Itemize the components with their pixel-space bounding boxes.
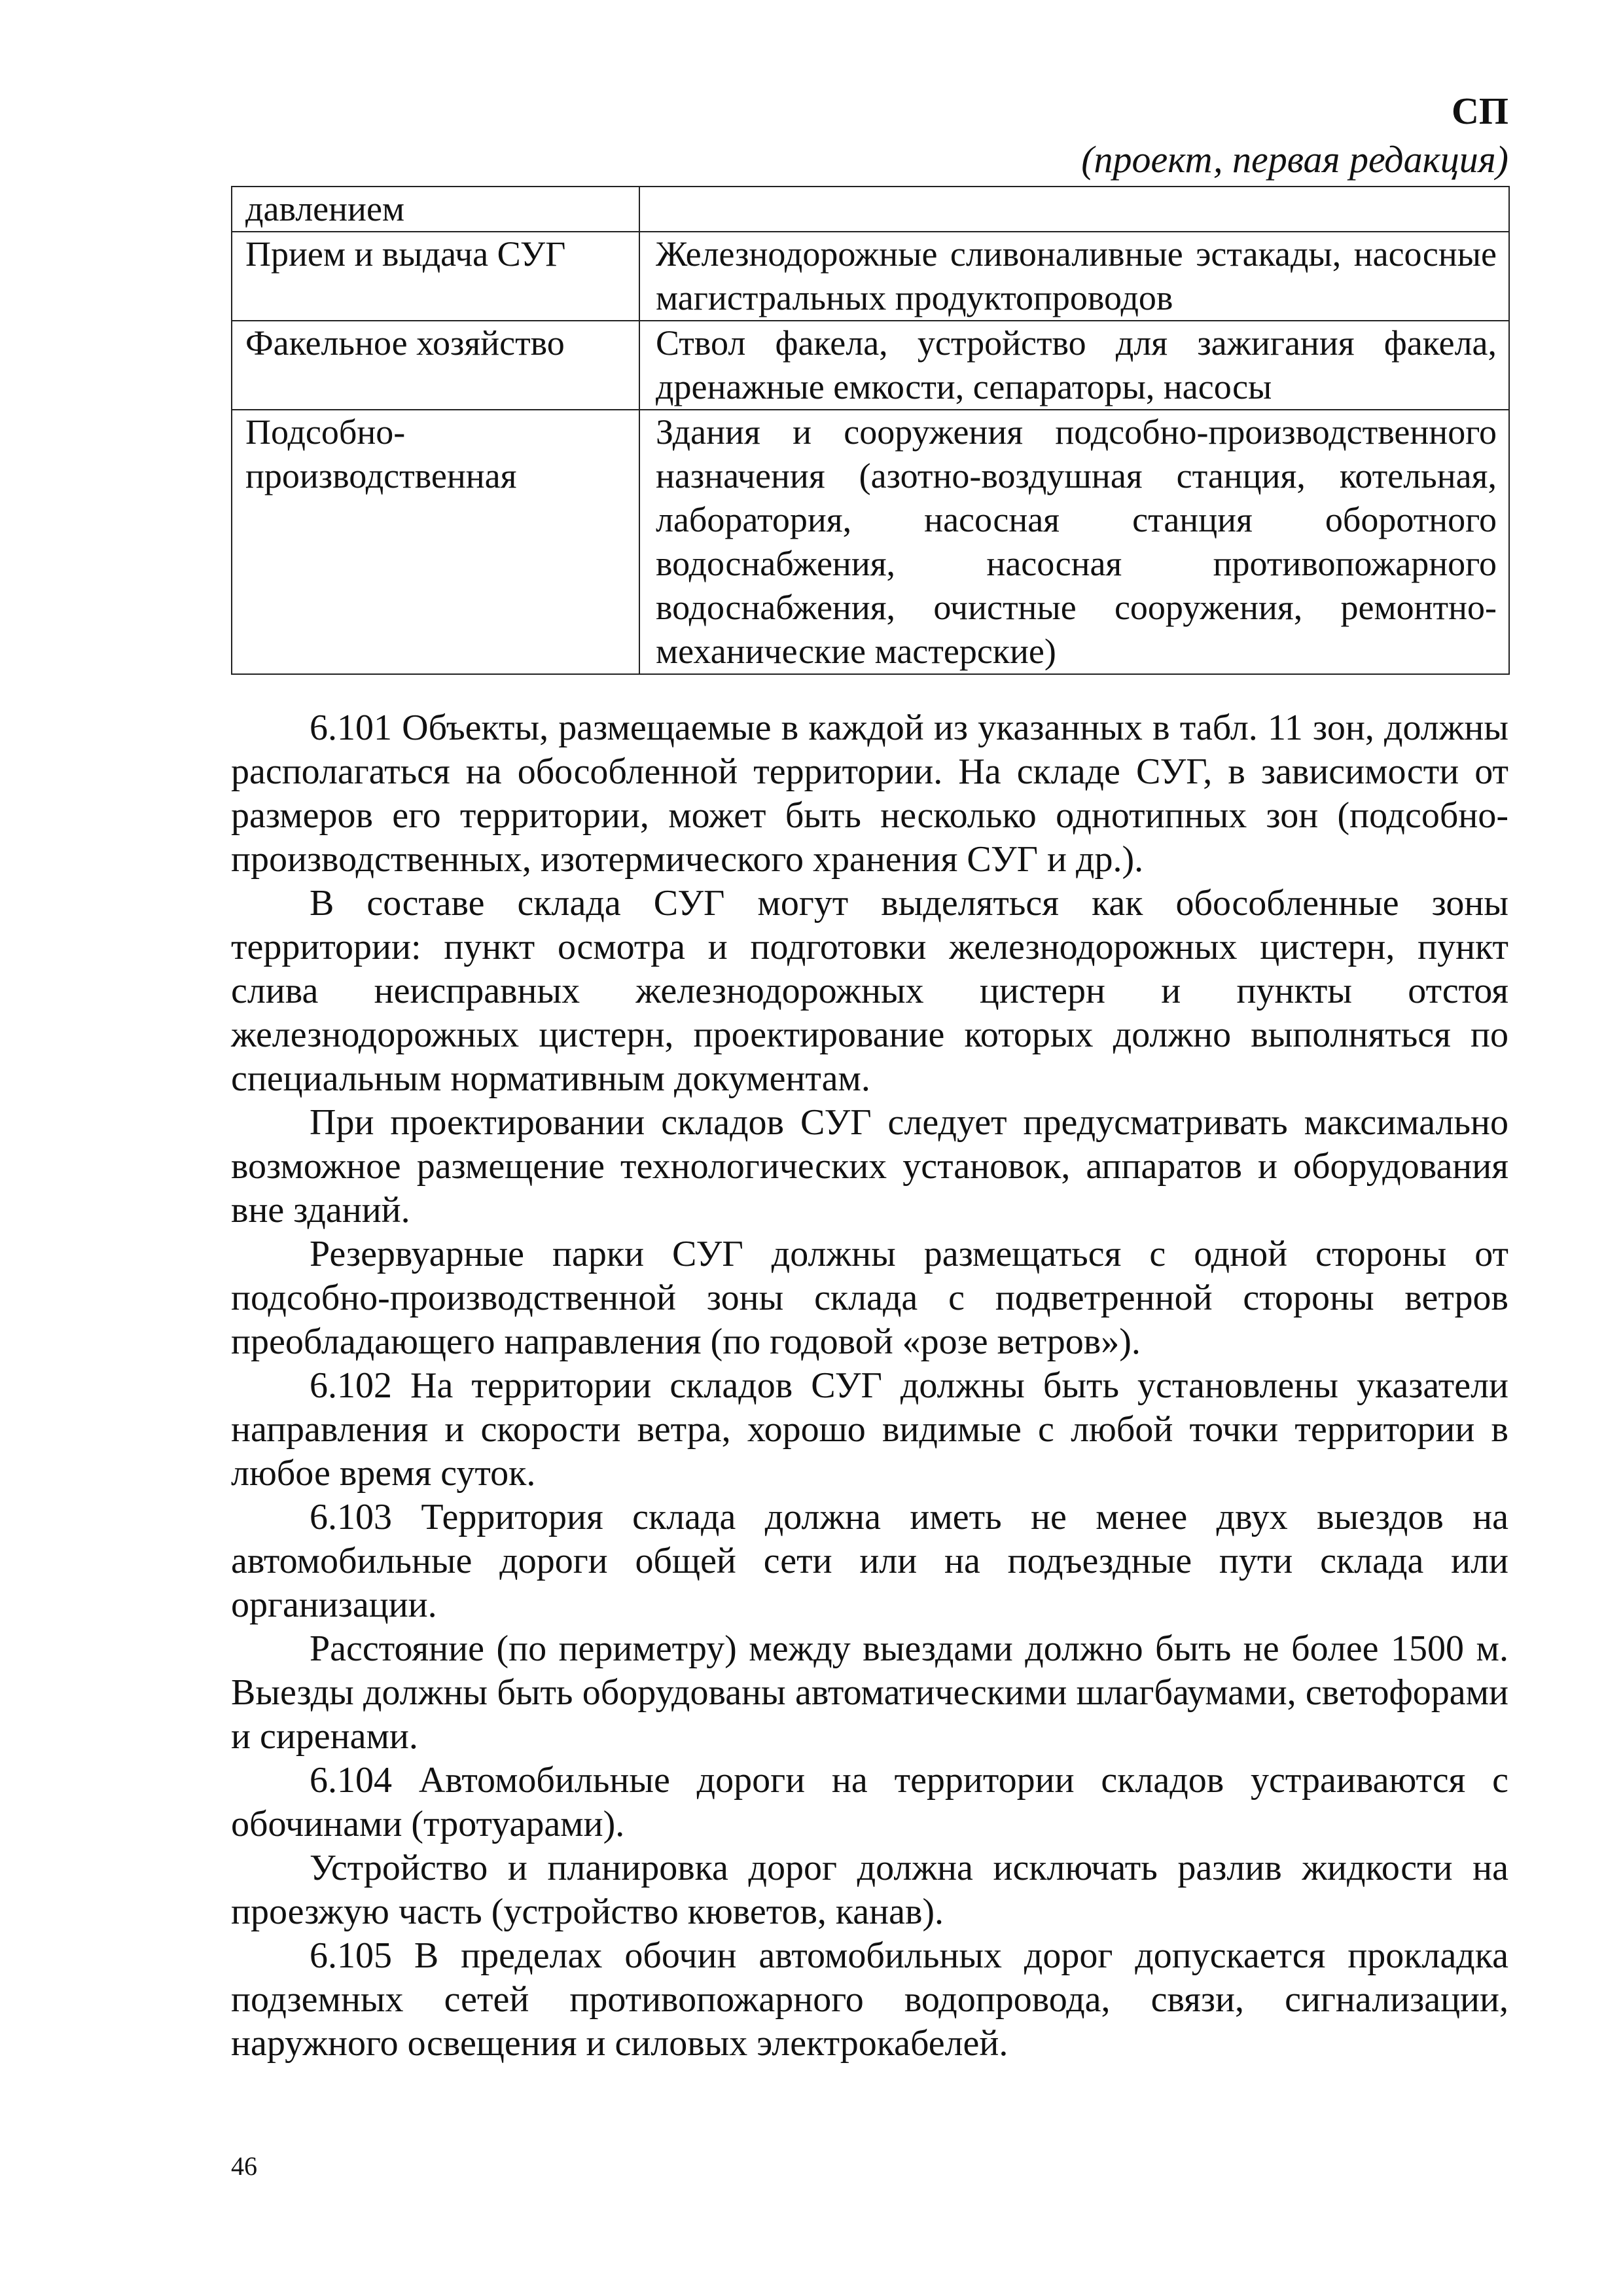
objects-cell: Железнодорожные сливоналивные эстакады, насосные магистральных продуктопроводов	[639, 232, 1509, 321]
table-row	[232, 321, 1509, 410]
zones-table	[231, 186, 1510, 675]
zone-cell: Факельное хозяйство	[232, 321, 639, 410]
body-text	[231, 706, 1508, 2066]
paragraph-6-104: 6.104 Автомобильные дороги на территории складов устраиваются с обочинами (тротуарами).	[231, 1760, 1508, 1844]
zone-cell: давлением	[232, 187, 639, 232]
page-number: 46	[231, 2151, 257, 2181]
paragraph: В составе склада СУГ могут выделяться как обособленные зоны территории: пункт осмотра и подготовки железнодорожных цистерн, пункт слива неисправных железнодорожных цистерн и пункты отстоя железнодорожных цистерн, проектирование которых должно выполняться по специальным нормативным документам.	[231, 883, 1508, 1099]
paragraph-6-102: 6.102 На территории складов СУГ должны быть установлены указатели направления и скорости ветра, хорошо видимые с любой точки территории в любое время суток.	[231, 1365, 1508, 1494]
document-edition: (проект, первая редакция)	[1081, 138, 1508, 181]
paragraph: Расстояние (по периметру) между выездами должно быть не более 1500 м. Выезды должны быть оборудованы автоматическими шлагбаумами, светофорами и сиренами.	[231, 1628, 1508, 1757]
table-row	[232, 410, 1509, 674]
paragraph: Резервуарные парки СУГ должны размещаться с одной стороны от подсобно-производственной зоны склада с подветренной стороны ветров преобладающего направления (по годовой «розе ветров»).	[231, 1234, 1508, 1362]
table-row	[232, 232, 1509, 321]
paragraph-6-105: 6.105 В пределах обочин автомобильных дорог допускается прокладка подземных сетей противопожарного водопровода, связи, сигнализации, наружного освещения и силовых электрокабелей.	[231, 1935, 1508, 2064]
paragraph-6-103: 6.103 Территория склада должна иметь не менее двух выездов на автомобильные дороги общей сети или на подъездные пути склада или организации.	[231, 1497, 1508, 1625]
document-code: СП	[1452, 90, 1508, 132]
table-row	[232, 187, 1509, 232]
zone-cell: Прием и выдача СУГ	[232, 232, 639, 321]
objects-cell	[639, 187, 1509, 232]
objects-cell: Здания и сооружения подсобно-производственного назначения (азотно-воздушная станция, котельная, лаборатория, насосная станция оборотного водоснабжения, насосная противопожарного водоснабжения, очистные сооружения, ремонтно-механические мастерские)	[639, 410, 1509, 674]
zone-cell: Подсобно-производственная	[232, 410, 639, 674]
paragraph: Устройство и планировка дорог должна исключать разлив жидкости на проезжую часть (устройство кюветов, канав).	[231, 1848, 1508, 1932]
paragraph: При проектировании складов СУГ следует предусматривать максимально возможное размещение технологических установок, аппаратов и оборудования вне зданий.	[231, 1102, 1508, 1230]
objects-cell: Ствол факела, устройство для зажигания факела, дренажные емкости, сепараторы, насосы	[639, 321, 1509, 410]
paragraph-6-101: 6.101 Объекты, размещаемые в каждой из указанных в табл. 11 зон, должны располагаться на обособленной территории. На складе СУГ, в зависимости от размеров его территории, может быть несколько однотипных зон (подсобно-производственных, изотермического хранения СУГ и др.).	[231, 708, 1508, 880]
